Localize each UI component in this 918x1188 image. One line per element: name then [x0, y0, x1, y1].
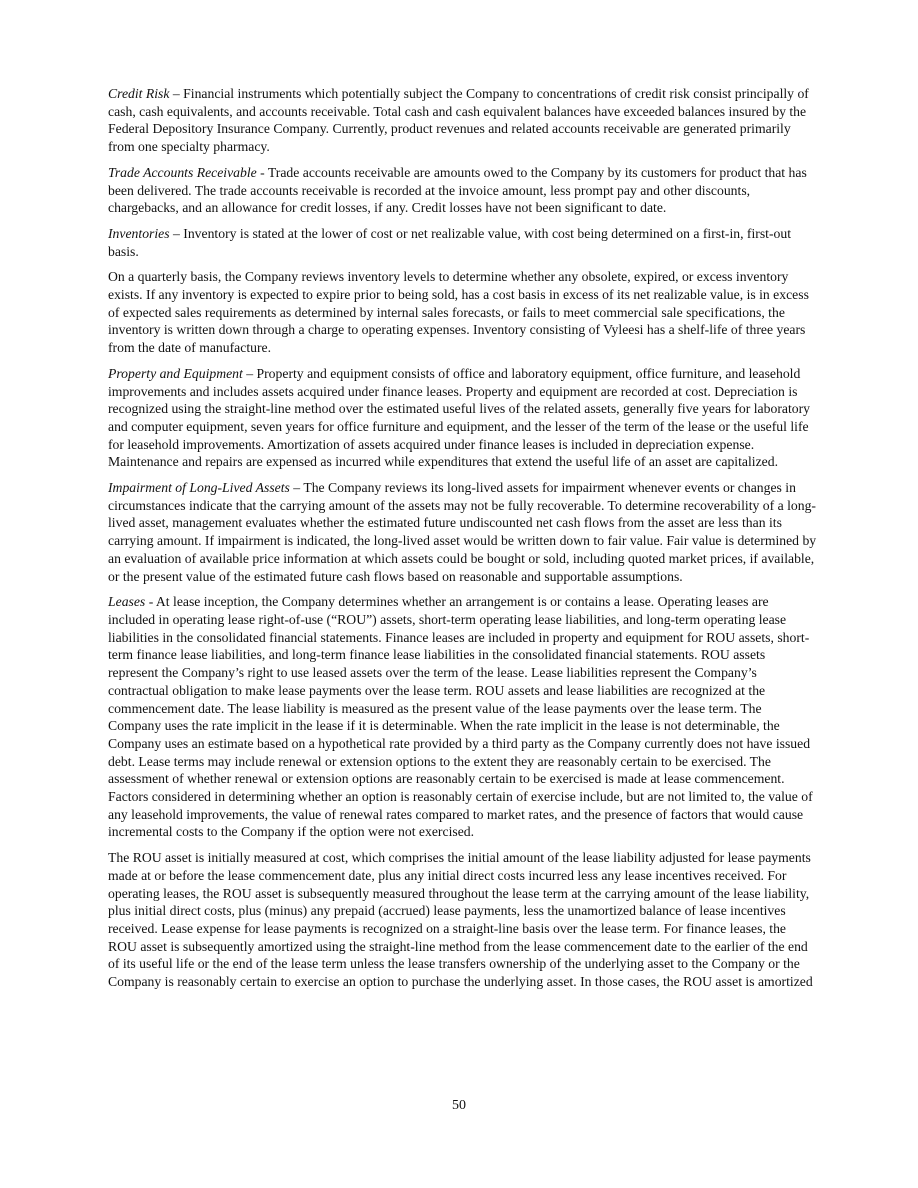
- paragraph-trade-accounts-receivable: [108, 164, 818, 217]
- paragraph-text: At lease inception, the Company determines whether an arrangement is or contains a lease. Operating leases are included in operating lease right-of-use (“ROU”) assets, short-term operating lease liabilities, and long-term operating lease liabilities in the consolidated financial statements. Finance leases are included in property and equipment for ROU assets, short-term finance lease liabilities, and long-term finance lease liabilities in the consolidated financial statements. ROU assets represent the Company’s right to use leased assets over the term of the lease. Lease liabilities represent the Company’s contractual obligation to make lease payments over the lease term. ROU assets and lease liabilities are recognized at the commencement date. The lease liability is measured as the present value of the lease payments over the lease term. The Company uses the rate implicit in the lease if it is determinable. When the rate implicit in the lease is not determinable, the Company uses an estimate based on a hypothetical rate provided by a third party as the Company currently does not have issued debt. Lease terms may include renewal or extension options to the extent they are reasonably certain to be exercised. The assessment of whether renewal or extension options are reasonably certain to be exercised is made at lease commencement. Factors considered in determining whether an option is reasonably certain of exercise include, but are not limited to, the value of any leasehold improvements, the value of renewal rates compared to market rates, and the presence of factors that would cause incremental costs to the Company if the option were not exercised.: [108, 594, 813, 840]
- paragraph-heading: Trade Accounts Receivable: [108, 164, 257, 180]
- paragraph-rou-asset: [108, 849, 818, 991]
- paragraph-inventory-review: [108, 268, 818, 357]
- paragraph-heading: Credit Risk: [108, 86, 170, 101]
- heading-separator: –: [169, 86, 184, 101]
- paragraph-text: Inventory is stated at the lower of cost or net realizable value, with cost being determined on a first-in, first-out basis.: [108, 225, 792, 259]
- paragraph-text: Financial instruments which potentially subject the Company to concentrations of credit risk consist principally of cash, cash equivalents, and accounts receivable. Total cash and cash equivalent balances have exceeded balances insured by the Federal Depository Insurance Company. Currently, product revenues and related accounts receivable are generated primarily from one specialty pharmacy.: [108, 86, 809, 155]
- paragraph-heading: Impairment of Long-Lived Assets: [108, 480, 290, 496]
- page-number: 50: [452, 1098, 466, 1113]
- paragraph-leases: [108, 593, 818, 841]
- document-body: [108, 85, 818, 999]
- paragraph-heading: Leases: [108, 594, 146, 610]
- paragraph-inventories: [108, 225, 818, 260]
- paragraph-heading: Inventories: [108, 225, 170, 241]
- paragraph-heading: Property and Equipment: [108, 365, 243, 381]
- heading-separator: -: [145, 594, 156, 610]
- heading-separator: –: [169, 225, 184, 241]
- paragraph-impairment: [108, 479, 818, 585]
- paragraph-property-and-equipment: [108, 365, 818, 471]
- paragraph-text: Property and equipment consists of office and laboratory equipment, office furniture, and leasehold improvements and includes assets acquired under finance leases. Property and equipment are recorded at cost. Depreciation is recognized using the straight-line method over the estimated useful lives of the related assets, generally five years for laboratory and computer equipment, seven years for office furniture and equipment, and the lesser of the term of the lease or the useful life for leasehold improvements. Amortization of assets acquired under finance leases is included in depreciation expense. Maintenance and repairs are expensed as incurred while expenditures that extend the useful life of an asset are capitalized.: [108, 365, 810, 470]
- heading-separator: –: [242, 365, 257, 381]
- paragraph-text: Trade accounts receivable are amounts owed to the Company by its customers for product that has been delivered. The trade accounts receivable is recorded at the invoice amount, less prompt pay and other discounts, chargebacks, and an allowance for credit losses, if any. Credit losses have not been significant to date.: [108, 164, 807, 216]
- paragraph-text: The Company reviews its long-lived assets for impairment whenever events or changes in circumstances indicate that the carrying amount of the assets may not be fully recoverable. To determine recoverability of a long-lived asset, management evaluates whether the estimated future undiscounted net cash flows from the asset are less than its carrying amount. If impairment is indicated, the long-lived asset would be written down to fair value. Fair value is determined by an evaluation of available price information at which assets could be bought or sold, including quoted market prices, if available, or the present value of the estimated future cash flows based on reasonable and supportable assumptions.: [108, 480, 817, 584]
- paragraph-credit-risk: [108, 85, 818, 156]
- paragraph-text: On a quarterly basis, the Company reviews inventory levels to determine whether any obsolete, expired, or excess inventory exists. If any inventory is expected to expire prior to being sold, has a cost basis in excess of its net realizable value, is in excess of expected sales requirements as determined by internal sales forecasts, or fails to meet commercial sale specifications, the inventory is written down through a charge to operating expenses. Inventory consisting of Vyleesi has a shelf-life of three years from the date of manufacture.: [108, 269, 809, 356]
- heading-separator: -: [256, 164, 268, 180]
- paragraph-text: The ROU asset is initially measured at cost, which comprises the initial amount of the lease liability adjusted for lease payments made at or before the lease commencement date, plus any initial direct costs incurred less any lease incentives received. For operating leases, the ROU asset is subsequently measured throughout the lease term at the carrying amount of the lease liability, plus initial direct costs, plus (minus) any prepaid (accrued) lease payments, less the unamortized balance of lease incentives received. Lease expense for lease payments is recognized on a straight-line basis over the lease term. For finance leases, the ROU asset is subsequently amortized using the straight-line method from the lease commencement date to the earlier of the end of its useful life or the end of the lease term unless the lease transfers ownership of the underlying asset to the Company or the Company is reasonably certain to exercise an option to purchase the underlying asset. In those cases, the ROU asset is amortized: [108, 850, 813, 990]
- heading-separator: –: [289, 480, 304, 496]
